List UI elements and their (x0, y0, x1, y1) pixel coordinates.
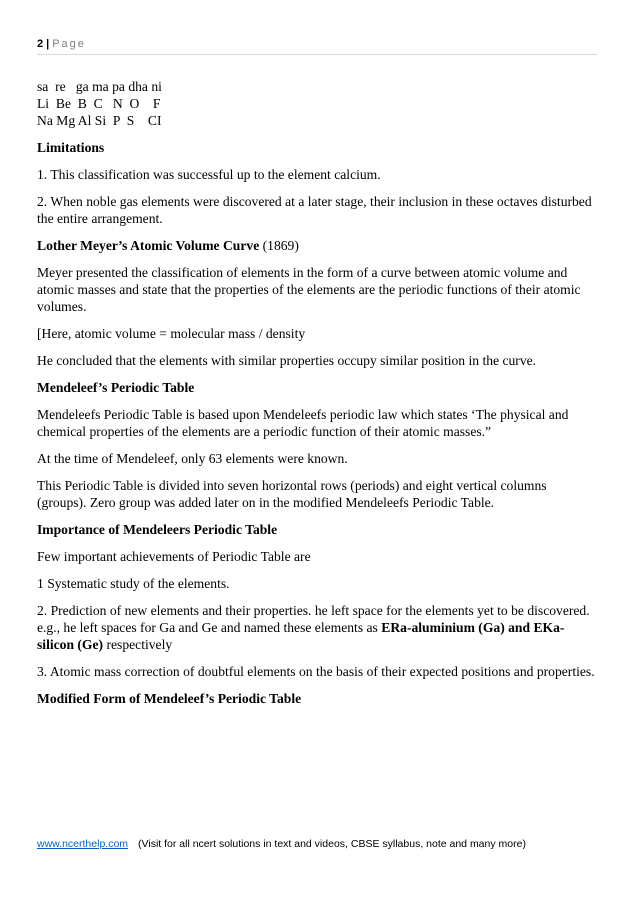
importance-heading: Importance of Mendeleers Periodic Table (37, 522, 278, 537)
mendeleef-paragraph-1: Mendeleefs Periodic Table is based upon Mendeleefs periodic law which states ‘The physical and chemical properties of the elements are a periodic function of their atomic masses.” (37, 407, 569, 439)
limitations-point-1: 1. This classification was successful up to the element calcium. (37, 167, 381, 182)
modified-heading: Modified Form of Mendeleef’s Periodic Table (37, 691, 302, 706)
importance-point-3: 3. Atomic mass correction of doubtful elements on the basis of their expected positions and properties. (37, 664, 595, 679)
importance-point-2-end: respectively (103, 637, 173, 652)
meyer-heading-title: Lother Meyer’s Atomic Volume Curve (37, 238, 260, 253)
page-label: Page (52, 38, 86, 50)
mendeleef-paragraph-3: This Periodic Table is divided into seven horizontal rows (periods) and eight vertical columns (groups). Zero group was added later on in the modified Mendeleefs Periodic Table. (37, 478, 547, 510)
importance-point-2 (37, 602, 597, 653)
page-footer (37, 838, 526, 850)
meyer-paragraph-2: [Here, atomic volume = molecular mass / density (37, 326, 306, 341)
mendeleef-heading: Mendeleef’s Periodic Table (37, 380, 195, 395)
document-body (37, 78, 597, 707)
octave-notes (37, 78, 597, 129)
importance-point-2-bold: ERa-aluminium (Ga) and EKa-silicon (Ge) (37, 620, 565, 652)
importance-point-1: 1 Systematic study of the elements. (37, 576, 230, 591)
mendeleef-paragraph-2: At the time of Mendeleef, only 63 elements were known. (37, 451, 348, 466)
importance-paragraph-1: Few important achievements of Periodic Table are (37, 549, 311, 564)
meyer-heading (37, 237, 597, 254)
meyer-paragraph-3: He concluded that the elements with similar properties occupy similar position in the curve. (37, 353, 537, 368)
footer-link[interactable]: www.ncerthelp.com (37, 838, 129, 850)
notes-row-sargam: sa re ga ma pa dha ni (37, 79, 162, 94)
meyer-paragraph-1: Meyer presented the classification of elements in the form of a curve between atomic volume and atomic masses and state that the properties of the elements are the periodic functions of their atomic volumes. (37, 265, 581, 314)
notes-row-period-3: Na Mg Al Si P S CI (37, 113, 162, 128)
header-divider (37, 54, 597, 55)
limitations-heading: Limitations (37, 140, 105, 155)
notes-row-period-2: Li Be B C N O F (37, 96, 161, 111)
meyer-heading-year: (1869) (259, 238, 299, 253)
footer-note: (Visit for all ncert solutions in text and videos, CBSE syllabus, note and many more) (138, 838, 526, 850)
header-separator: | (46, 38, 50, 50)
page-header (37, 38, 86, 50)
limitations-point-2: 2. When noble gas elements were discovered at a later stage, their inclusion in these octaves disturbed the entire arrangement. (37, 194, 592, 226)
page-number: 2 (37, 38, 44, 50)
importance-point-2-text: 2. Prediction of new elements and their properties. he left space for the elements yet to be discovered. e.g., he left spaces for Ga and Ge and named these elements as (37, 603, 590, 635)
